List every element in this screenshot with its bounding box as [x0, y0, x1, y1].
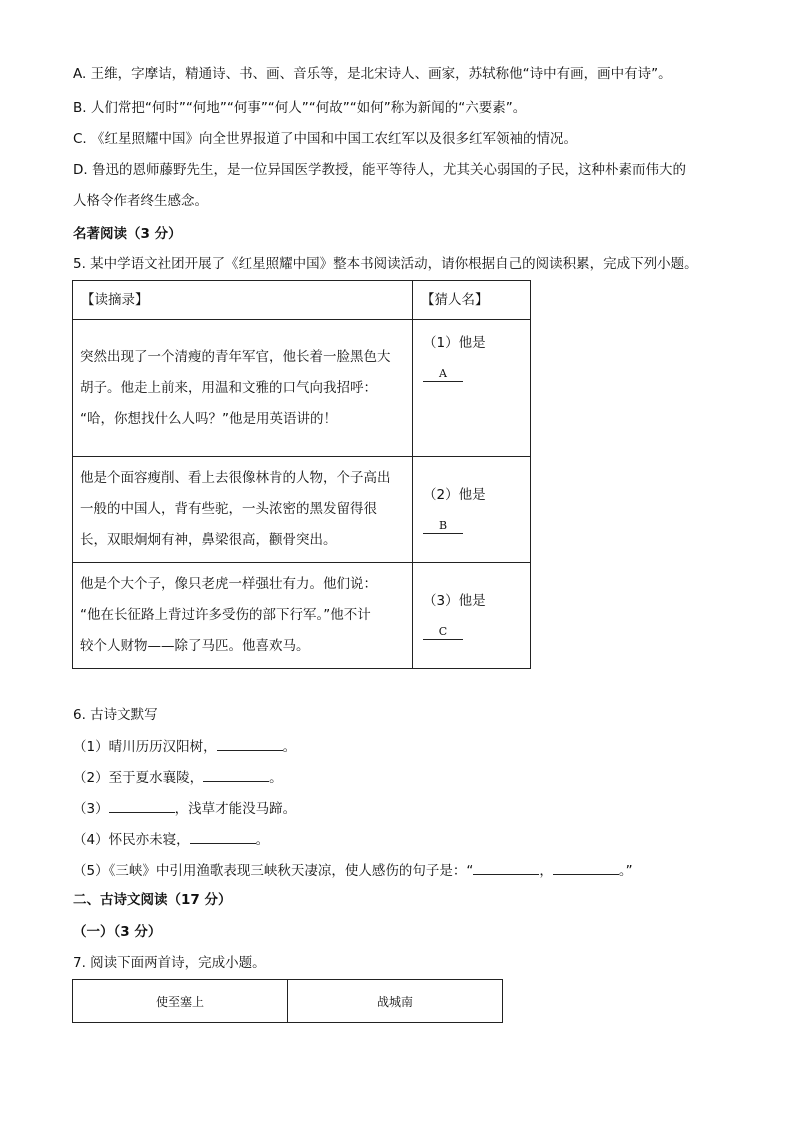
answer-cell-3: （3）他是 C [413, 563, 531, 669]
excerpt-table [72, 280, 531, 669]
dictation-item-5: （5）《三峡》中引用渔歌表现三峡秋天凄凉，使人感伤的句子是：“ ， 。” [73, 860, 633, 881]
option-b: B. 人们常把“何时”“何地”“何事”“何人”“何故”“如何”称为新闻的“六要素”。 [73, 100, 527, 116]
poem-table [72, 979, 503, 1023]
subsection-title: （一）（3 分） [73, 924, 162, 940]
fill-blank[interactable] [109, 798, 175, 813]
excerpt-header: 【读摘录】 [73, 281, 413, 320]
excerpt-cell-1: 突然出现了一个清瘦的青年军官，他长着一脸黑色大 胡子。他走上前来，用温和文雅的口气向我招呼： “哈，你想找什么人吗？”他是用英语讲的！ [73, 320, 413, 457]
dictation-item-2: （2）至于夏水襄陵， 。 [73, 767, 283, 788]
answer-cell-2: （2）他是 B [413, 457, 531, 563]
dictation-item-1: （1）晴川历历汉阳树， 。 [73, 736, 296, 757]
dictation-item-3: （3） ，浅草才能没马蹄。 [73, 798, 296, 819]
fill-blank[interactable] [203, 767, 269, 782]
excerpt-cell-2: 他是个面容瘦削、看上去很像林肯的人物，个子高出 一般的中国人，背有些驼，一头浓密的黑发留得很 长，双眼炯炯有神，鼻梁很高，颧骨突出。 [73, 457, 413, 563]
option-c: C. 《红星照耀中国》向全世界报道了中国和中国工农红军以及很多红军领袖的情况。 [73, 131, 578, 147]
fill-blank[interactable] [190, 829, 256, 844]
poem-title-2: 战城南 [288, 980, 503, 1023]
fill-blank[interactable] [473, 860, 539, 875]
dictation-item-4: （4）怀民亦未寝， 。 [73, 829, 269, 850]
excerpt-cell-3: 他是个大个子，像只老虎一样强壮有力。他们说： “他在长征路上背过许多受伤的部下行军。”他不计 较个人财物——除了马匹。他喜欢马。 [73, 563, 413, 669]
answer-blank-c[interactable]: C [423, 625, 463, 640]
question-7: 7. 阅读下面两首诗，完成小题。 [73, 955, 266, 971]
guess-header: 【猜人名】 [413, 281, 531, 320]
poem-title-1: 使至塞上 [73, 980, 288, 1023]
question-5: 5. 某中学语文社团开展了《红星照耀中国》整本书阅读活动，请你根据自己的阅读积累，完成下列小题。 [73, 256, 698, 272]
section-title-poetry: 二、古诗文阅读（17 分） [73, 892, 232, 908]
answer-blank-a[interactable]: A [423, 367, 463, 382]
question-6-title: 6. 古诗文默写 [73, 707, 158, 723]
option-d: D. 鲁迅的恩师藤野先生，是一位异国医学教授，能平等待人，尤其关心弱国的子民，这种朴素而伟大的 [73, 162, 686, 178]
option-d-continued: 人格令作者终生感念。 [73, 193, 208, 209]
fill-blank[interactable] [553, 860, 619, 875]
fill-blank[interactable] [217, 736, 283, 751]
answer-blank-b[interactable]: B [423, 519, 463, 534]
option-a: A. 王维，字摩诘，精通诗、书、画、音乐等，是北宋诗人、画家，苏轼称他“诗中有画，画中有诗”。 [73, 66, 672, 82]
answer-cell-1: （1）他是 A [413, 320, 531, 457]
section-title-reading: 名著阅读（3 分） [73, 226, 182, 242]
